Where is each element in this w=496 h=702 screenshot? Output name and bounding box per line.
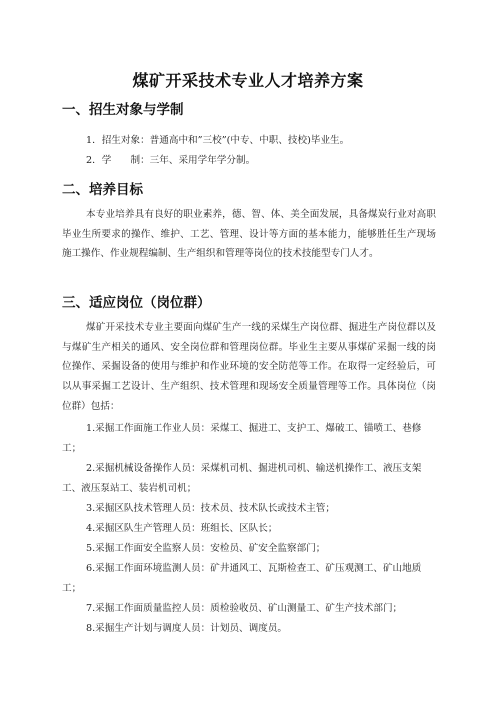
list-item-text: 3.采掘区队技术管理人员：技术员、技术队长或技术主管；	[86, 503, 335, 514]
list-item-position-3	[62, 499, 436, 519]
list-item-enrollment-target	[62, 131, 436, 151]
list-item-text: 2.采掘机械设备操作人员：采煤机司机、掘进机司机、输送机操作工、液压支架工、液压泵站工、装岩机司机；	[62, 463, 422, 494]
list-item-text: 1.采掘工作面施工作业人员：采煤工、掘进工、支护工、爆破工、锚喷工、巷修工；	[62, 423, 422, 454]
list-item-text: 4.采掘区队生产管理人员：班组长、区队长；	[86, 523, 278, 534]
list-item-position-8	[62, 619, 436, 639]
list-item-text: 1．招生对象：普通高中和”三校”(中专、中职、技校)毕业生。	[86, 135, 350, 146]
list-item-position-1	[62, 419, 436, 458]
section-heading-positions: 三、适应岗位（岗位群）	[62, 295, 211, 311]
list-item-text: 2．学 制：三年、采用学年学分制。	[86, 155, 256, 166]
section-heading-enrollment: 一、招生对象与学制	[62, 102, 184, 118]
list-item-position-4	[62, 519, 436, 539]
list-item-position-7	[62, 599, 436, 619]
list-item-text: 5.采掘工作面安全监察人员：安检员、矿安全监察部门；	[86, 543, 326, 554]
list-item-text: 8.采掘生产计划与调度人员：计划员、调度员。	[86, 623, 288, 634]
list-item-position-5	[62, 539, 436, 559]
list-item-position-2	[62, 459, 436, 498]
paragraph-objectives: 本专业培养具有良好的职业素养，德、智、体、美全面发展，具备煤炭行业对高职毕业生所要求的操作、维护、工艺、管理、设计等方面的基本能力，能够胜任生产现场施工操作、作业规程编制、生产组织和管理等岗位的技术技能型专门人才。	[62, 209, 436, 260]
section-heading-objectives: 二、培养目标	[62, 182, 143, 198]
paragraph-positions: 煤矿开采技术专业主要面向煤矿生产一线的采煤生产岗位群、掘进生产岗位群以及与煤矿生产相关的通风、安全岗位群和管理岗位群。毕业生主要从事煤矿采掘一线的岗位操作、采掘设备的使用与维护和作业环境的安全防范等工作。在取得一定经验后，可以从事采掘工艺设计、生产组织、技术管理和现场安全质量管理等工作。具体岗位（岗位群）包括：	[62, 322, 436, 412]
list-item-position-6	[62, 559, 436, 598]
list-item-school-system	[62, 151, 436, 171]
document-title: 煤矿开采技术专业人才培养方案	[132, 71, 364, 90]
list-item-text: 7.采掘工作面质量监控人员：质检验收员、矿山测量工、矿生产技术部门；	[86, 603, 403, 614]
list-item-text: 6.采掘工作面环境监测人员：矿井通风工、瓦斯检查工、矿压观测工、矿山地质工；	[62, 563, 422, 594]
